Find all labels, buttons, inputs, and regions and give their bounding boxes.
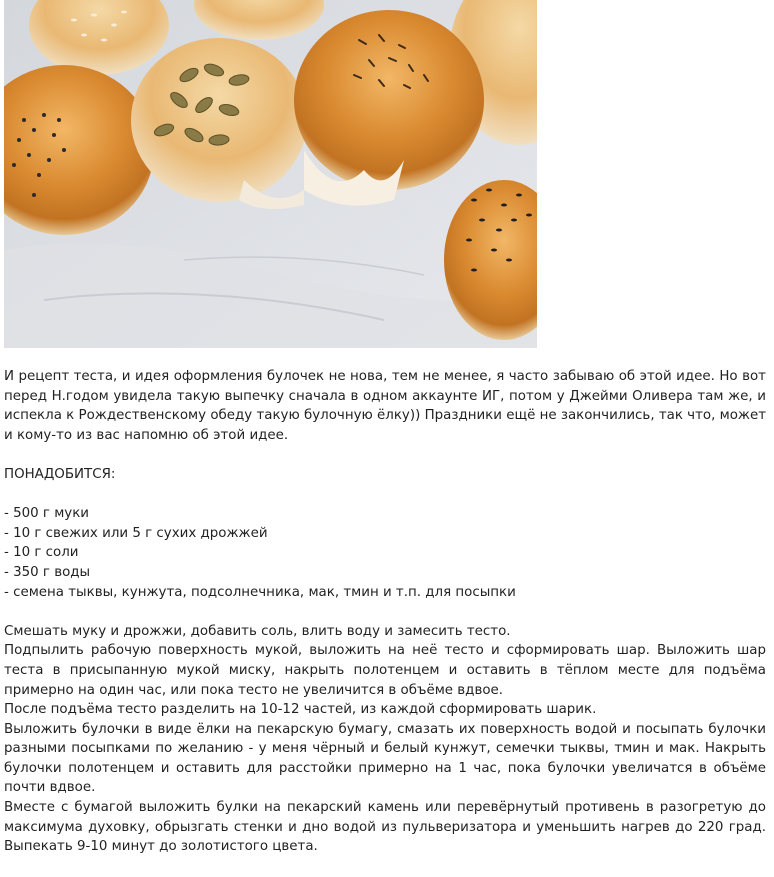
list-item: - 10 г соли: [4, 545, 79, 561]
method-steps: [4, 622, 766, 857]
list-item: - 10 г свежих или 5 г сухих дрожжей: [4, 525, 268, 541]
ingredients-list: [4, 504, 766, 602]
list-item: - 350 г воды: [4, 564, 91, 580]
list-item: - 500 г муки: [4, 506, 90, 522]
step-paragraph: Подпылить рабочую поверхность мукой, выложить на неё тесто и сформировать шар. Выложить шар теста в присыпанную мукой миску, накрыть полотенцем и оставить в тёплом месте для подъёма примерно на один час, или пока тесто не увеличится в объёме вдвое.: [4, 643, 766, 698]
step-paragraph: Выложить булочки в виде ёлки на пекарскую бумагу, смазать их поверхность водой и посыпать булочки разными посыпками по желанию - у меня чёрный и белый кунжут, семечки тыквы, тмин и мак. Накрыть булочки полотенцем и оставить для расстойки примерно на 1 час, пока булочки увеличатся в объёме почти вдвое.: [4, 721, 766, 796]
bread-rolls-photo: [4, 0, 537, 348]
step-paragraph: После подъёма тесто разделить на 10-12 частей, из каждой сформировать шарик.: [4, 702, 597, 718]
intro-paragraph: И рецепт теста, и идея оформления булочек не нова, тем не менее, я часто забываю об этой идее. Но вот перед Н.годом увидела такую выпечку сначала в одном аккаунте ИГ, потом у Джейми Оливера там же, и испекла к Рождественскому обеду такую булочную ёлку)) Праздники ещё не закончились, так что, может и кому-то из вас напомню об этой идее.: [4, 369, 766, 443]
step-paragraph: Смешать муку и дрожжи, добавить соль, влить воду и замесить тесто.: [4, 623, 511, 639]
ingredients-heading: ПОНАДОБИТСЯ:: [4, 466, 116, 482]
step-paragraph: Вместе с бумагой выложить булки на пекарский камень или перевёрнутый противень в разогретую до максимума духовку, обрызгать стенки и дно водой из пульверизатора и уменьшить нагрев до 220 град. Выпекать 9-10 минут до золотистого цвета.: [4, 800, 766, 855]
recipe-text: [4, 367, 766, 857]
list-item: - семена тыквы, кунжута, подсолнечника, мак, тмин и т.п. для посыпки: [4, 584, 516, 600]
bread-rolls-illustration: [4, 0, 537, 348]
